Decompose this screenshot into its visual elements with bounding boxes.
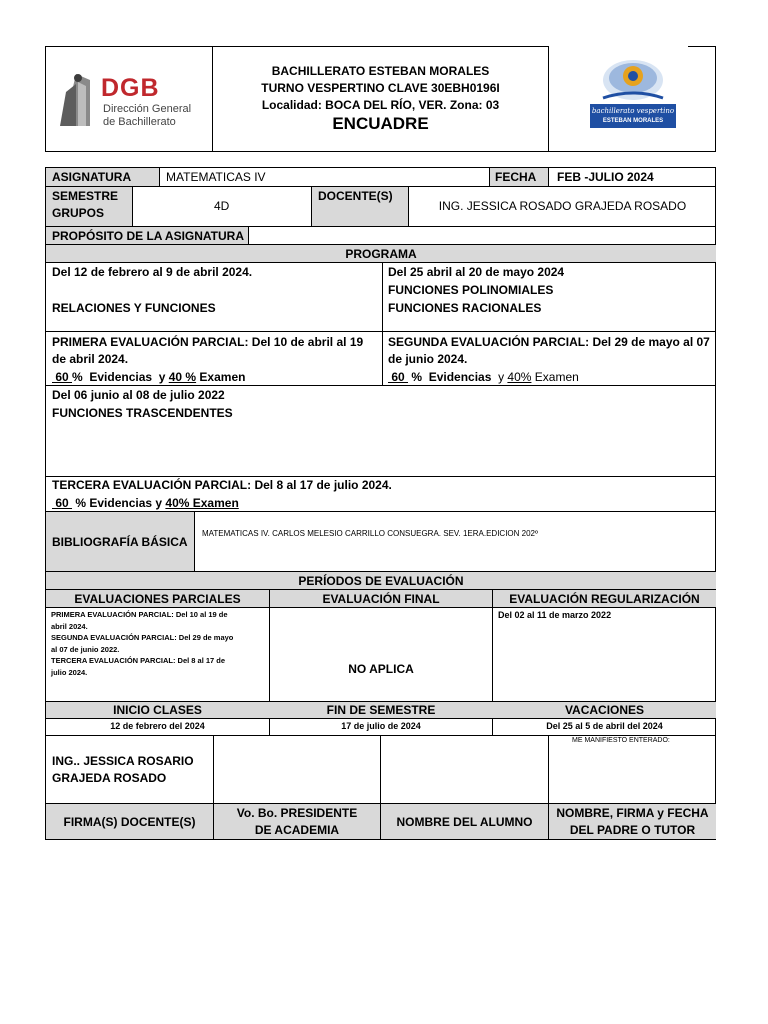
eval3-pct1: 60 [52,496,73,510]
col3-header: EVALUACIÓN REGULARIZACIÓN [509,592,700,606]
parcial-line-4: al 07 de junio 2022. [51,644,120,654]
eval1-line2: de abril 2024. [52,352,129,366]
h-block3 [46,476,716,477]
padre-line1: NOMBRE, FIRMA y FECHA [556,806,709,820]
location-line: Localidad: BOCA DEL RÍO, VER. Zona: 03 [261,98,500,112]
eval1-line1: PRIMERA EVALUACIÓN PARCIAL: Del 10 de abril al 19 [52,335,364,349]
school-logo-line1: bachillerato vespertino [591,107,675,115]
school-emblem-icon [588,58,678,108]
block3-topic: FUNCIONES TRASCENDENTES [52,406,233,420]
grupos-label: GRUPOS [52,206,105,220]
parciales-list [51,609,266,678]
fin-value: 17 de julio de 2024 [341,721,421,731]
periodos-title: PERÍODOS DE EVALUACIÓN [298,574,464,588]
nombre-alumno-label: NOMBRE DEL ALUMNO [396,815,533,829]
asignatura-value: MATEMATICAS IV [166,170,266,184]
h-colheaders [46,607,716,608]
v-prop [248,227,249,244]
dgb-line2: de Bachillerato [103,116,176,128]
eval2-pct2: 40% [507,370,532,384]
docente-label: DOCENTE(S) [318,189,393,203]
dgb-line1: Dirección General [103,103,192,115]
eval1-weights [52,370,245,384]
eval2-y: y [494,370,508,384]
regularizacion-value: Del 02 al 11 de marzo 2022 [498,610,612,620]
shift-line: TURNO VESPERTINO CLAVE 30EBH0196I [261,81,500,95]
col2-header: EVALUACIÓN FINAL [322,592,440,606]
inicio-label: INICIO CLASES [113,703,202,717]
doc-title: ENCUADRE [332,114,429,133]
fecha-label: FECHA [495,170,537,184]
v-biblio [194,512,195,571]
eval1-end: Examen [196,370,246,384]
vobo-line2: DE ACADEMIA [254,823,340,837]
eval2-end: Examen [531,370,579,384]
block1-right-topic1: FUNCIONES POLINOMIALES [388,283,554,297]
eval1-pct1: 60 [52,370,73,384]
col1-header: EVALUACIONES PARCIALES [74,592,241,606]
docente-value: ING. JESSICA ROSADO GRAJEDA ROSADO [438,199,687,213]
block1-left-topic: RELACIONES Y FUNCIONES [52,301,216,315]
v-asig-2 [489,168,490,186]
programa-title: PROGRAMA [345,247,417,261]
v-sem-1 [132,187,133,226]
v-asig-3 [548,168,549,186]
parcial-line-6: julio 2024. [51,667,88,677]
proposito-label: PROPÓSITO DE LA ASIGNATURA [52,229,245,243]
padre-line2: DEL PADRE O TUTOR [569,823,696,837]
v-block1 [382,263,383,385]
parcial-line-1: PRIMERA EVALUACIÓN PARCIAL: Del 10 al 19 de [51,610,228,619]
eval3-line1: TERCERA EVALUACIÓN PARCIAL: Del 8 al 17 de julio 2024. [52,478,392,492]
header-divider-2 [548,46,549,152]
eval1-pct2: 40 % [168,370,197,384]
h-callabels [46,718,716,719]
docente-name-1: ING.. JESSICA ROSARIO [52,754,194,768]
asignatura-label: ASIGNATURA [52,170,132,184]
bibliografia-value: MATEMATICAS IV. CARLOS MELESIO CARRILLO CONSUEGRA. SEV. 1ERA.EDICION 202º [202,529,538,538]
header-top-line [45,46,548,47]
eval2-line2: de junio 2024. [388,352,468,366]
v-asig-1 [159,168,160,186]
v-sem-2 [311,187,312,226]
header-right-line [715,46,716,152]
firma-docente-label: FIRMA(S) DOCENTE(S) [63,815,196,829]
parcial-line-2: abril 2024. [51,621,88,631]
docente-name-2: GRAJEDA ROSADO [52,771,167,785]
eval2-line1: SEGUNDA EVALUACIÓN PARCIAL: Del 29 de mayo al 07 [388,335,710,349]
vobo-line1: Vo. Bo. PRESIDENTE [236,806,358,820]
eval3-weights [52,496,239,510]
vacaciones-label: VACACIONES [564,703,645,717]
block1-right-dates: Del 25 abril al 20 de mayo 2024 [388,265,565,279]
eval3-mid: % Evidencias y [72,496,166,510]
eval2-pct1: 60 [388,370,409,384]
eval2-mid: % Evidencias [408,370,495,384]
block3-dates: Del 06 junio al 08 de julio 2022 [52,388,225,402]
fin-label: FIN DE SEMESTRE [326,703,436,717]
inicio-value: 12 de febrero del 2024 [110,721,205,731]
vacaciones-value: Del 25 al 5 de abril del 2024 [546,721,663,731]
block1-right-topic2: FUNCIONES RACIONALES [388,301,542,315]
header-top-line-right [688,46,716,47]
school-name: BACHILLERATO ESTEBAN MORALES [271,64,490,78]
school-logo-line2: ESTEBAN MORALES [602,118,664,124]
h-calvalues [46,735,716,736]
eval1-mid: % Evidencias y [72,370,169,384]
fecha-value: FEB -JULIO 2024 [557,170,654,184]
dgb-logo [56,70,201,132]
grupo-value: 4D [214,199,230,213]
semestre-label: SEMESTRE [52,189,119,203]
v-sem-3 [408,187,409,226]
h-block1 [46,331,716,332]
eval3-pct2: 40% Examen [165,496,239,510]
enterado-text: ME MANIFIESTO ENTERADO: [572,737,670,744]
school-logo [588,58,678,134]
final-value: NO APLICA [348,662,414,676]
parcial-line-5: TERCERA EVALUACIÓN PARCIAL: Del 8 al 17 de [51,656,226,665]
dgb-emblem-icon [56,70,98,130]
h-prog [46,262,716,263]
block1-left-dates: Del 12 de febrero al 9 de abril 2024. [52,265,253,279]
bibliografia-label: BIBLIOGRAFÍA BÁSICA [52,535,188,549]
eval2-weights [388,370,579,384]
h-eval12 [46,385,716,386]
dgb-acronym: DGB [101,74,160,102]
parcial-line-3: SEGUNDA EVALUACIÓN PARCIAL: Del 29 de mayo [51,633,234,642]
